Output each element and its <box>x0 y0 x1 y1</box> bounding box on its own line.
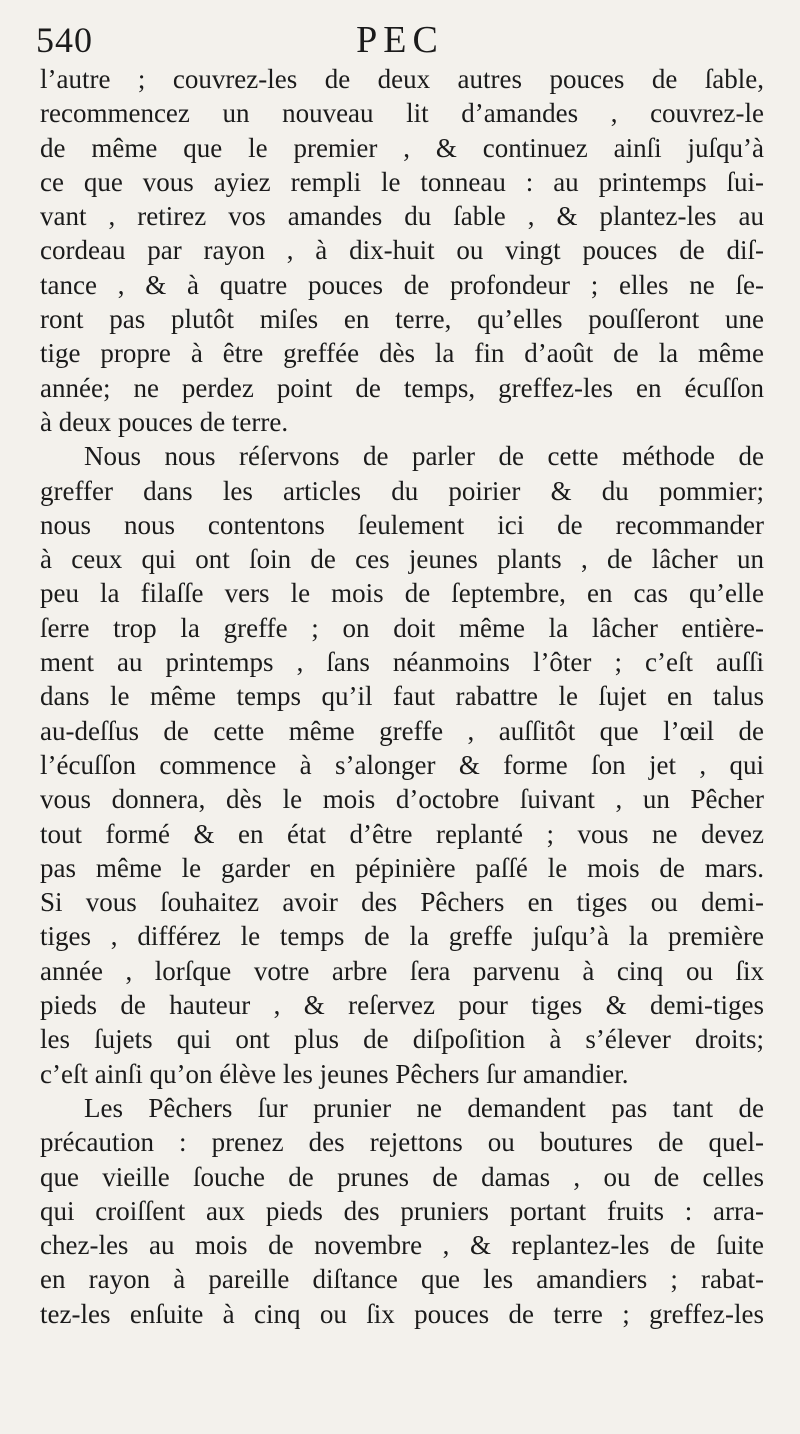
text-line: Si vous ſouhaitez avoir des Pêchers en tiges ou demi- <box>40 887 764 918</box>
text-line: peu la filaſſe vers le mois de ſeptembre, en cas qu’elle <box>40 578 764 609</box>
text-line: vant , retirez vos amandes du ſable , & plantez-les au <box>40 201 764 232</box>
text-line: pieds de hauteur , & reſervez pour tiges & demi-tiges <box>40 990 764 1021</box>
text-line: cordeau par rayon , à dix-huit ou vingt pouces de diſ- <box>40 235 764 266</box>
text-line: les ſujets qui ont plus de diſpoſition à s’élever droits; <box>40 1024 764 1055</box>
page-header <box>36 18 764 62</box>
text-line: vous donnera, dès le mois d’octobre ſuivant , un Pêcher <box>40 784 764 815</box>
text-line: Les Pêchers ſur prunier ne demandent pas tant de <box>84 1092 764 1123</box>
running-head: PEC <box>356 19 444 61</box>
text-line: à deux pouces de terre. <box>40 406 289 437</box>
text-line: ſerre trop la greffe ; on doit même la lâcher entière- <box>40 612 764 643</box>
text-line: l’écuſſon commence à s’alonger & forme ſon jet , qui <box>40 749 764 780</box>
text-line: chez-les au mois de novembre , & replantez-les de ſuite <box>40 1230 764 1261</box>
text-line: qui croiſſent aux pieds des pruniers portant fruits : arra- <box>40 1195 764 1226</box>
text-line: au-deſſus de cette même greffe , auſſitôt que l’œil de <box>40 715 764 746</box>
text-line: pas même le garder en pépinière paſſé le mois de mars. <box>40 852 764 883</box>
text-line: tance , & à quatre pouces de profondeur ; elles ne ſe- <box>40 269 764 300</box>
text-line: année; ne perdez point de temps, greffez-les en écuſſon <box>40 372 764 403</box>
text-line: en rayon à pareille diſtance que les amandiers ; rabat- <box>40 1264 764 1295</box>
text-line: de même que le premier , & continuez ainſi juſqu’à <box>40 132 764 163</box>
text-line: ment au printemps , ſans néanmoins l’ôter ; c’eſt auſſi <box>40 647 764 678</box>
text-line: dans le même temps qu’il faut rabattre le ſujet en talus <box>40 681 764 712</box>
text-line: tige propre à être greffée dès la fin d’août de la même <box>40 338 764 369</box>
text-line: l’autre ; couvrez-les de deux autres pouces de ſable, <box>40 64 764 94</box>
text-line: Nous nous réſervons de parler de cette méthode de <box>84 441 764 472</box>
text-line: année , lorſque votre arbre ſera parvenu à cinq ou ſix <box>40 955 764 986</box>
text-line: à ceux qui ont ſoin de ces jeunes plants , de lâcher un <box>40 544 764 575</box>
text-line: tiges , différez le temps de la greffe juſqu’à la première <box>40 921 764 952</box>
text-line: tout formé & en état d’être replanté ; vous ne devez <box>40 818 764 849</box>
text-line: que vieille ſouche de prunes de damas , ou de celles <box>40 1161 764 1192</box>
body-text <box>40 62 764 1331</box>
text-line: c’eſt ainſi qu’on élève les jeunes Pêchers ſur amandier. <box>40 1058 629 1089</box>
text-line: précaution : prenez des rejettons ou boutures de quel- <box>40 1127 764 1158</box>
text-line: recommencez un nouveau lit d’amandes , couvrez-le <box>40 98 764 129</box>
text-line: ront pas plutôt miſes en terre, qu’elles pouſſeront une <box>40 304 764 335</box>
page-number: 540 <box>36 20 93 60</box>
text-line: nous nous contentons ſeulement ici de recommander <box>40 509 764 540</box>
text-line: tez-les enſuite à cinq ou ſix pouces de terre ; greffez-les <box>40 1298 764 1329</box>
text-line: ce que vous ayiez rempli le tonneau : au printemps ſui- <box>40 166 764 197</box>
text-line: greffer dans les articles du poirier & du pommier; <box>40 475 764 506</box>
